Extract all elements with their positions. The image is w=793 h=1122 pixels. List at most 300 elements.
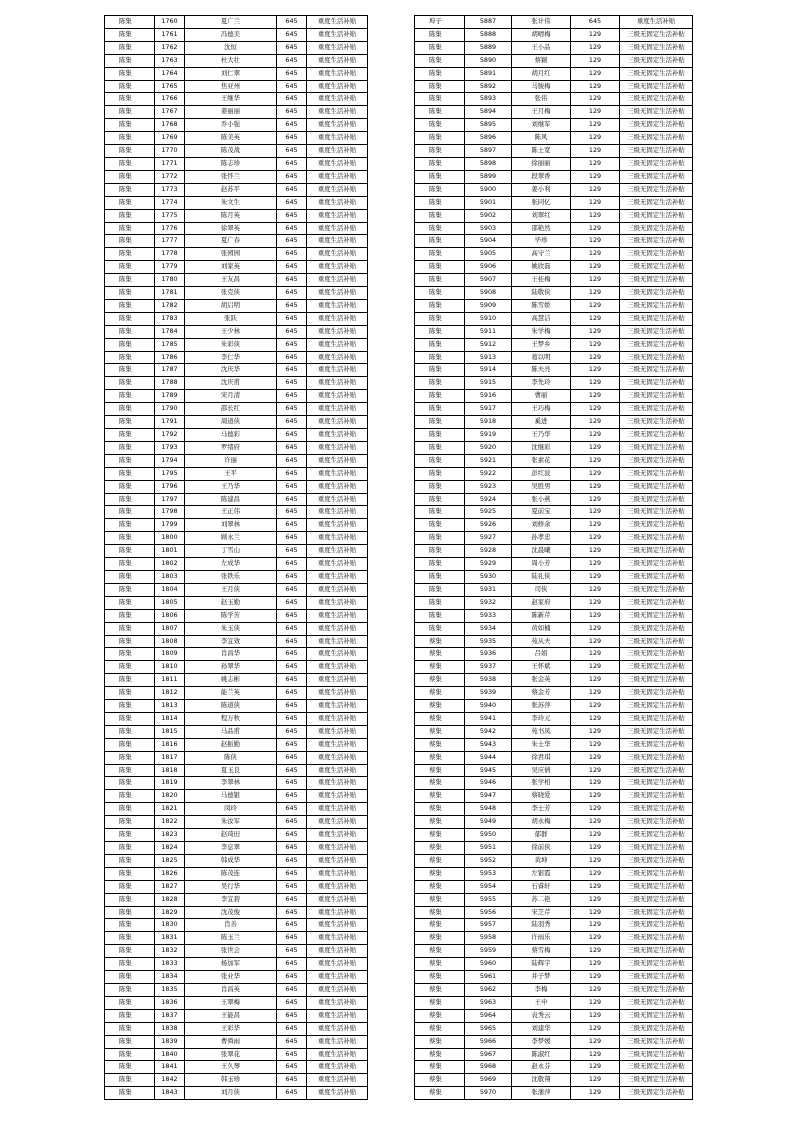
amount-cell: 645 [277, 248, 307, 261]
amount-cell: 129 [571, 145, 620, 158]
town-cell: 蔡集 [415, 893, 465, 906]
table-row [415, 299, 693, 312]
id-cell: 5967 [465, 1048, 512, 1061]
town-cell: 蔡集 [415, 945, 465, 958]
town-cell: 陈集 [415, 28, 465, 41]
id-cell: 5898 [465, 157, 512, 170]
type-cell: 重度生活补贴 [307, 28, 368, 41]
town-cell: 陈集 [105, 54, 155, 67]
id-cell: 5966 [465, 1035, 512, 1048]
type-cell: 三级无固定生活补贴 [620, 299, 693, 312]
table-row [105, 635, 368, 648]
table-row [415, 712, 693, 725]
table-row [105, 1035, 368, 1048]
type-cell: 重度生活补贴 [307, 145, 368, 158]
town-cell: 陈集 [415, 441, 465, 454]
id-cell: 5921 [465, 454, 512, 467]
town-cell: 陈集 [105, 880, 155, 893]
id-cell: 1764 [155, 67, 185, 80]
type-cell: 重度生活补贴 [307, 1048, 368, 1061]
type-cell: 重度生活补贴 [307, 287, 368, 300]
town-cell: 陈集 [105, 803, 155, 816]
amount-cell: 645 [277, 764, 307, 777]
amount-cell: 645 [277, 429, 307, 442]
id-cell: 5936 [465, 648, 512, 661]
town-cell: 陈集 [105, 725, 155, 738]
amount-cell: 129 [571, 506, 620, 519]
table-row [105, 454, 368, 467]
town-cell: 陈集 [105, 1022, 155, 1035]
id-cell: 5929 [465, 558, 512, 571]
id-cell: 1816 [155, 738, 185, 751]
table-row [105, 416, 368, 429]
table-row [415, 403, 693, 416]
type-cell: 三级无固定生活补贴 [620, 661, 693, 674]
table-row [415, 1022, 693, 1035]
id-cell: 1799 [155, 519, 185, 532]
id-cell: 5899 [465, 170, 512, 183]
id-cell: 1773 [155, 183, 185, 196]
id-cell: 1792 [155, 429, 185, 442]
id-cell: 1771 [155, 157, 185, 170]
subsidy-table-right [414, 15, 693, 1100]
table-row [105, 325, 368, 338]
amount-cell: 129 [571, 480, 620, 493]
amount-cell: 129 [571, 816, 620, 829]
type-cell: 三级无固定生活补贴 [620, 390, 693, 403]
type-cell: 三级无固定生活补贴 [620, 80, 693, 93]
table-row [415, 106, 693, 119]
town-cell: 陈集 [415, 583, 465, 596]
name-cell: 蔡雪梅 [512, 945, 571, 958]
name-cell: 李先玲 [512, 377, 571, 390]
town-cell: 蔡集 [415, 674, 465, 687]
name-cell: 李玲元 [512, 712, 571, 725]
town-cell: 蔡集 [415, 738, 465, 751]
amount-cell: 645 [277, 867, 307, 880]
amount-cell: 645 [277, 1035, 307, 1048]
amount-cell: 129 [571, 532, 620, 545]
name-cell: 宋芝芹 [512, 906, 571, 919]
type-cell: 三级无固定生活补贴 [620, 1061, 693, 1074]
name-cell: 夏前宝 [512, 506, 571, 519]
type-cell: 三级无固定生活补贴 [620, 622, 693, 635]
amount-cell: 129 [571, 842, 620, 855]
type-cell: 重度生活补贴 [307, 1087, 368, 1100]
type-cell: 三级无固定生活补贴 [620, 996, 693, 1009]
town-cell: 陈集 [415, 119, 465, 132]
name-cell: 陈风 [512, 132, 571, 145]
amount-cell: 129 [571, 183, 620, 196]
amount-cell: 129 [571, 170, 620, 183]
type-cell: 重度生活补贴 [307, 829, 368, 842]
id-cell: 5905 [465, 248, 512, 261]
name-cell: 张翠花 [185, 1048, 277, 1061]
type-cell: 三级无固定生活补贴 [620, 312, 693, 325]
table-row [415, 983, 693, 996]
table-row [105, 493, 368, 506]
name-cell: 冯德美 [185, 28, 277, 41]
table-row [105, 880, 368, 893]
table-row [415, 132, 693, 145]
town-cell: 陈集 [105, 570, 155, 583]
table-row [105, 1022, 368, 1035]
type-cell: 重度生活补贴 [307, 532, 368, 545]
type-cell: 重度生活补贴 [307, 583, 368, 596]
name-cell: 司侠 [512, 583, 571, 596]
type-cell: 重度生活补贴 [307, 119, 368, 132]
amount-cell: 645 [277, 67, 307, 80]
amount-cell: 129 [571, 906, 620, 919]
type-cell: 重度生活补贴 [307, 906, 368, 919]
town-cell: 陈集 [105, 971, 155, 984]
amount-cell: 645 [277, 80, 307, 93]
amount-cell: 129 [571, 790, 620, 803]
amount-cell: 129 [571, 674, 620, 687]
name-cell: 陈道侠 [185, 700, 277, 713]
name-cell: 王正伟 [185, 506, 277, 519]
name-cell: 夏广春 [185, 235, 277, 248]
name-cell: 高守兰 [512, 248, 571, 261]
table-row [105, 299, 368, 312]
name-cell: 孙翠华 [185, 661, 277, 674]
id-cell: 1795 [155, 467, 185, 480]
table-row [105, 41, 368, 54]
amount-cell: 129 [571, 648, 620, 661]
table-row [415, 377, 693, 390]
table-row [415, 274, 693, 287]
type-cell: 三级无固定生活补贴 [620, 183, 693, 196]
type-cell: 重度生活补贴 [307, 996, 368, 1009]
type-cell: 三级无固定生活补贴 [620, 829, 693, 842]
type-cell: 三级无固定生活补贴 [620, 725, 693, 738]
table-body-left [105, 16, 368, 1100]
id-cell: 1797 [155, 493, 185, 506]
type-cell: 三级无固定生活补贴 [620, 880, 693, 893]
table-row [415, 338, 693, 351]
table-row [105, 93, 368, 106]
town-cell: 陈集 [105, 67, 155, 80]
town-cell: 陈集 [105, 958, 155, 971]
name-cell: 沈庆华 [185, 364, 277, 377]
table-row [415, 674, 693, 687]
name-cell: 徐君琪 [512, 751, 571, 764]
name-cell: 陈月英 [185, 209, 277, 222]
amount-cell: 645 [277, 183, 307, 196]
id-cell: 5911 [465, 325, 512, 338]
type-cell: 三级无固定生活补贴 [620, 919, 693, 932]
id-cell: 1829 [155, 906, 185, 919]
type-cell: 重度生活补贴 [307, 842, 368, 855]
type-cell: 重度生活补贴 [307, 80, 368, 93]
type-cell: 三级无固定生活补贴 [620, 248, 693, 261]
type-cell: 重度生活补贴 [307, 377, 368, 390]
amount-cell: 645 [277, 945, 307, 958]
name-cell: 苏二艳 [512, 893, 571, 906]
town-cell: 陈集 [105, 480, 155, 493]
town-cell: 蔡集 [415, 725, 465, 738]
id-cell: 1785 [155, 338, 185, 351]
type-cell: 重度生活补贴 [307, 622, 368, 635]
table-row [105, 725, 368, 738]
amount-cell: 645 [277, 106, 307, 119]
town-cell: 蔡集 [415, 854, 465, 867]
town-cell: 陈集 [415, 519, 465, 532]
name-cell: 能兰英 [185, 687, 277, 700]
table-row [105, 958, 368, 971]
id-cell: 5960 [465, 958, 512, 971]
table-row [105, 932, 368, 945]
amount-cell: 645 [277, 1009, 307, 1022]
table-row [105, 712, 368, 725]
type-cell: 三级无固定生活补贴 [620, 351, 693, 364]
name-cell: 王久琴 [185, 1061, 277, 1074]
type-cell: 重度生活补贴 [307, 919, 368, 932]
town-cell: 陈集 [415, 235, 465, 248]
amount-cell: 129 [571, 751, 620, 764]
amount-cell: 129 [571, 41, 620, 54]
amount-cell: 645 [277, 661, 307, 674]
id-cell: 1840 [155, 1048, 185, 1061]
table-row [105, 751, 368, 764]
town-cell: 陈集 [105, 893, 155, 906]
type-cell: 重度生活补贴 [307, 170, 368, 183]
type-cell: 重度生活补贴 [307, 390, 368, 403]
id-cell: 1822 [155, 816, 185, 829]
amount-cell: 129 [571, 738, 620, 751]
table-row [105, 351, 368, 364]
town-cell: 陈集 [105, 1061, 155, 1074]
town-cell: 陈集 [105, 248, 155, 261]
type-cell: 重度生活补贴 [307, 416, 368, 429]
amount-cell: 129 [571, 312, 620, 325]
type-cell: 三级无固定生活补贴 [620, 338, 693, 351]
town-cell: 陈集 [415, 41, 465, 54]
id-cell: 5941 [465, 712, 512, 725]
amount-cell: 645 [277, 971, 307, 984]
name-cell: 张怀兰 [185, 170, 277, 183]
id-cell: 5925 [465, 506, 512, 519]
type-cell: 重度生活补贴 [307, 54, 368, 67]
table-row [105, 441, 368, 454]
type-cell: 三级无固定生活补贴 [620, 971, 693, 984]
amount-cell: 129 [571, 28, 620, 41]
type-cell: 三级无固定生活补贴 [620, 842, 693, 855]
name-cell: 彭红波 [512, 467, 571, 480]
name-cell: 肖昌英 [185, 983, 277, 996]
amount-cell: 129 [571, 919, 620, 932]
name-cell: 陆辉宇 [512, 958, 571, 971]
id-cell: 1813 [155, 700, 185, 713]
type-cell: 三级无固定生活补贴 [620, 429, 693, 442]
type-cell: 三级无固定生活补贴 [620, 738, 693, 751]
name-cell: 王少林 [185, 325, 277, 338]
amount-cell: 129 [571, 429, 620, 442]
name-cell: 韩玉珍 [185, 1074, 277, 1087]
town-cell: 蔡集 [415, 764, 465, 777]
amount-cell: 129 [571, 971, 620, 984]
table-row [105, 106, 368, 119]
table-row [105, 28, 368, 41]
town-cell: 陈集 [415, 364, 465, 377]
amount-cell: 129 [571, 1048, 620, 1061]
table-row [105, 157, 368, 170]
amount-cell: 129 [571, 390, 620, 403]
amount-cell: 645 [277, 880, 307, 893]
amount-cell: 129 [571, 493, 620, 506]
id-cell: 1824 [155, 842, 185, 855]
town-cell: 陈集 [105, 648, 155, 661]
type-cell: 三级无固定生活补贴 [620, 416, 693, 429]
name-cell: 朱彩侠 [185, 338, 277, 351]
table-row [415, 80, 693, 93]
town-cell: 陈集 [105, 842, 155, 855]
id-cell: 5907 [465, 274, 512, 287]
amount-cell: 645 [277, 441, 307, 454]
town-cell: 陈集 [105, 687, 155, 700]
name-cell: 王申 [512, 996, 571, 1009]
table-row [415, 119, 693, 132]
table-row [105, 700, 368, 713]
table-row [415, 700, 693, 713]
name-cell: 肖昌华 [185, 648, 277, 661]
type-cell: 重度生活补贴 [307, 880, 368, 893]
id-cell: 1763 [155, 54, 185, 67]
town-cell: 陈集 [415, 390, 465, 403]
type-cell: 三级无固定生活补贴 [620, 945, 693, 958]
id-cell: 1836 [155, 996, 185, 1009]
town-cell: 陈集 [105, 93, 155, 106]
table-row [415, 1009, 693, 1022]
type-cell: 三级无固定生活补贴 [620, 867, 693, 880]
id-cell: 1765 [155, 80, 185, 93]
name-cell: 韩成华 [185, 854, 277, 867]
town-cell: 陈集 [415, 622, 465, 635]
name-cell: 张学相 [512, 777, 571, 790]
table-row [105, 67, 368, 80]
table-row [105, 674, 368, 687]
name-cell: 张素花 [512, 454, 571, 467]
name-cell: 王继华 [185, 93, 277, 106]
type-cell: 重度生活补贴 [307, 248, 368, 261]
id-cell: 1811 [155, 674, 185, 687]
amount-cell: 129 [571, 893, 620, 906]
id-cell: 1784 [155, 325, 185, 338]
type-cell: 重度生活补贴 [307, 764, 368, 777]
name-cell: 赵琦田 [185, 829, 277, 842]
id-cell: 5896 [465, 132, 512, 145]
name-cell: 赵家府 [512, 596, 571, 609]
town-cell: 陈集 [105, 545, 155, 558]
type-cell: 三级无固定生活补贴 [620, 958, 693, 971]
id-cell: 1783 [155, 312, 185, 325]
name-cell: 陈雪娇 [512, 299, 571, 312]
town-cell: 蔡集 [415, 829, 465, 842]
amount-cell: 129 [571, 996, 620, 1009]
amount-cell: 645 [277, 803, 307, 816]
name-cell: 徐翠英 [185, 222, 277, 235]
name-cell: 刘翠林 [185, 519, 277, 532]
amount-cell: 129 [571, 570, 620, 583]
table-row [105, 687, 368, 700]
town-cell: 蔡集 [415, 635, 465, 648]
type-cell: 重度生活补贴 [307, 558, 368, 571]
table-row [415, 1048, 693, 1061]
town-cell: 陈集 [105, 364, 155, 377]
table-row [415, 429, 693, 442]
table-row [105, 609, 368, 622]
type-cell: 三级无固定生活补贴 [620, 1009, 693, 1022]
table-row [415, 235, 693, 248]
amount-cell: 129 [571, 106, 620, 119]
town-cell: 陈集 [105, 622, 155, 635]
amount-cell: 129 [571, 777, 620, 790]
type-cell: 三级无固定生活补贴 [620, 1035, 693, 1048]
town-cell: 陈集 [415, 170, 465, 183]
type-cell: 重度生活补贴 [307, 867, 368, 880]
type-cell: 重度生活补贴 [307, 325, 368, 338]
town-cell: 蔡集 [415, 1035, 465, 1048]
town-cell: 陈集 [105, 416, 155, 429]
amount-cell: 645 [277, 1048, 307, 1061]
id-cell: 1791 [155, 416, 185, 429]
name-cell: 沈茂俊 [185, 906, 277, 919]
table-row [415, 764, 693, 777]
name-cell: 王乃华 [512, 429, 571, 442]
table-row [105, 274, 368, 287]
town-cell: 陈集 [105, 945, 155, 958]
name-cell: 苑书凤 [512, 725, 571, 738]
amount-cell: 645 [277, 222, 307, 235]
name-cell: 朱士华 [512, 738, 571, 751]
town-cell: 蔡集 [415, 1048, 465, 1061]
name-cell: 王月梅 [512, 106, 571, 119]
amount-cell: 129 [571, 261, 620, 274]
name-cell: 王梦乡 [512, 338, 571, 351]
table-row [105, 648, 368, 661]
type-cell: 重度生活补贴 [307, 545, 368, 558]
id-cell: 1828 [155, 893, 185, 906]
table-row [415, 170, 693, 183]
name-cell: 宋月清 [185, 390, 277, 403]
type-cell: 三级无固定生活补贴 [620, 325, 693, 338]
table-row [415, 28, 693, 41]
table-row [415, 867, 693, 880]
amount-cell: 645 [277, 93, 307, 106]
table-row [105, 312, 368, 325]
type-cell: 重度生活补贴 [307, 790, 368, 803]
amount-cell: 645 [277, 364, 307, 377]
name-cell: 朱学梅 [512, 325, 571, 338]
type-cell: 重度生活补贴 [307, 751, 368, 764]
table-row [105, 429, 368, 442]
town-cell: 陈集 [105, 558, 155, 571]
amount-cell: 645 [277, 635, 307, 648]
table-row [415, 1035, 693, 1048]
table-row [105, 596, 368, 609]
table-row [105, 545, 368, 558]
amount-cell: 645 [277, 506, 307, 519]
table-row [415, 1061, 693, 1074]
table-row [105, 790, 368, 803]
type-cell: 三级无固定生活补贴 [620, 983, 693, 996]
town-cell: 陈集 [105, 1009, 155, 1022]
amount-cell: 645 [277, 570, 307, 583]
amount-cell: 645 [277, 325, 307, 338]
id-cell: 5924 [465, 493, 512, 506]
id-cell: 5947 [465, 790, 512, 803]
town-cell: 蔡集 [415, 777, 465, 790]
